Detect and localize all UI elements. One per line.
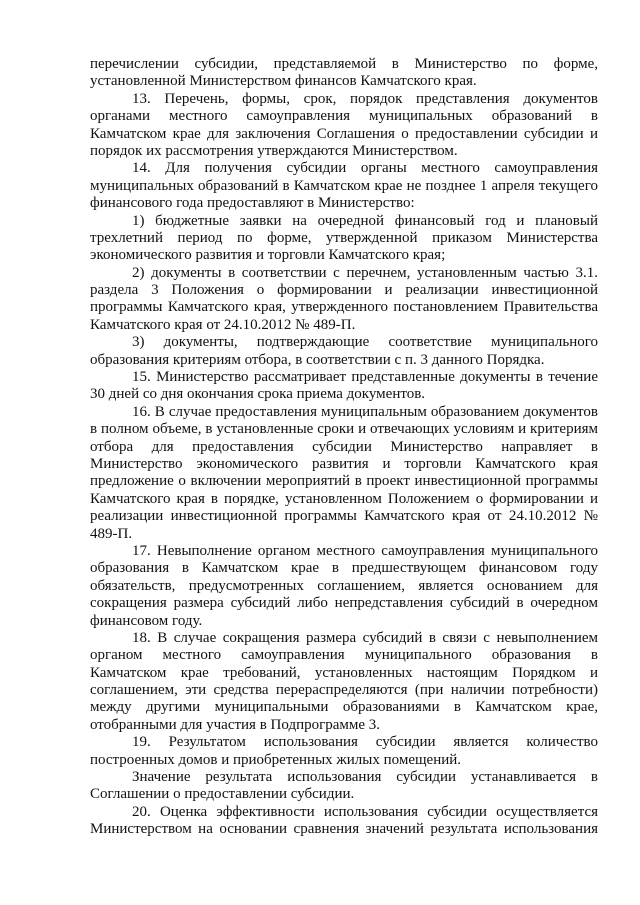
text-line: порядок их рассмотрения утверждаются Министерством. [90, 142, 458, 159]
paragraph-p14-2 [90, 265, 598, 335]
text-line: 1) бюджетные заявки на очередной финансовый год и плановый [132, 212, 598, 229]
text-line: обязательств, предусмотренных соглашением, является основанием для [90, 577, 598, 594]
text-line: образования в Камчатском крае в предшествующем финансовом году [90, 560, 598, 577]
paragraph-p14 [90, 160, 598, 212]
text-line: установленной Министерством финансов Камчатского края. [90, 73, 477, 90]
text-line: Камчатского края от 24.10.2012 № 489-П. [90, 316, 356, 333]
text-line: предложение о включении мероприятий в проект инвестиционной программы [90, 473, 598, 490]
paragraph-p19-2 [90, 769, 598, 804]
text-line: Министерством на основании сравнения значений результата использования [90, 821, 598, 838]
text-line: 18. В случае сокращения размера субсидий в связи с невыполнением [132, 629, 598, 646]
text-line: перечислении субсидии, представляемой в Министерство по форме, [90, 56, 598, 72]
paragraph-p17 [90, 543, 598, 630]
text-line: раздела 3 Положения о формировании и реализации инвестиционной [90, 282, 598, 299]
paragraph-p19 [90, 734, 598, 769]
text-line: 20. Оценка эффективности использования субсидии осуществляется [132, 803, 598, 820]
text-line: 13. Перечень, формы, срок, порядок представления документов [132, 90, 598, 107]
text-line: 489-П. [90, 525, 133, 542]
text-line: 19. Результатом использования субсидии является количество [132, 734, 598, 751]
paragraph-p20 [90, 804, 598, 839]
paragraph-p15 [90, 369, 598, 404]
text-line: экономического развития и торговли Камчатского края; [90, 247, 446, 264]
paragraph-p12-tail [90, 56, 598, 91]
text-line: 14. Для получения субсидии органы местного самоуправления [132, 160, 598, 177]
document-page [90, 56, 598, 839]
text-line: трехлетний период по форме, утвержденной приказом Министерства [90, 229, 598, 246]
text-line: в полном объеме, в установленные сроки и отвечающих условиям и критериям [90, 421, 598, 438]
text-line: отобранными для участия в Подпрограмме 3. [90, 716, 381, 733]
text-line: 2) документы в соответствии с перечнем, установленным частью 3.1. [132, 264, 598, 281]
text-line: 3) документы, подтверждающие соответствие муниципального [132, 334, 598, 351]
text-line: органами местного самоуправления муниципальных образований в [90, 108, 598, 125]
text-line: 17. Невыполнение органом местного самоуправления муниципального [132, 542, 598, 559]
text-line: отбора для предоставления субсидии Министерство направляет в [90, 438, 598, 455]
text-line: соглашением, эти средства перераспределяются (при наличии потребности) [90, 682, 598, 699]
text-line: программы Камчатского края, утвержденного постановлением Правительства [90, 299, 598, 316]
text-line: Значение результата использования субсидии устанавливается в [132, 769, 598, 786]
text-line: Камчатском крае для заключения Соглашения о предоставлении субсидии и [90, 125, 598, 142]
text-line: Камчатского края в порядке, установленном Положением о формировании и [90, 490, 598, 507]
text-line: построенных домов и приобретенных жилых помещений. [90, 751, 462, 768]
paragraph-p18 [90, 630, 598, 734]
text-line: финансовом году. [90, 612, 203, 629]
text-line: 15. Министерство рассматривает представленные документы в течение [132, 369, 598, 386]
paragraph-p13 [90, 91, 598, 161]
text-line: Камчатском крае требований, установленных настоящим Порядком и [90, 664, 598, 681]
text-line: 30 дней со дня окончания срока приема документов. [90, 386, 426, 403]
text-line: муниципальных образований в Камчатском крае не позднее 1 апреля текущего [90, 177, 598, 194]
paragraph-p16 [90, 404, 598, 543]
text-line: финансового года предоставляют в Министерство: [90, 195, 415, 212]
text-line: между другими муниципальными образованиями в Камчатском крае, [90, 699, 598, 716]
text-line: реализации инвестиционной программы Камчатского края от 24.10.2012 № [90, 508, 598, 525]
text-line: 16. В случае предоставления муниципальным образованием документов [132, 403, 598, 420]
text-line: органом местного самоуправления муниципального образования в [90, 647, 598, 664]
text-line: образования критериям отбора, в соответствии с п. 3 данного Порядка. [90, 351, 545, 368]
text-line: Министерство экономического развития и торговли Камчатского края [90, 455, 598, 472]
text-line: Соглашении о предоставлении субсидии. [90, 786, 355, 803]
paragraph-p14-3 [90, 334, 598, 369]
paragraph-p14-1 [90, 213, 598, 265]
text-line: сокращения размера субсидий либо непредставления субсидий в очередном [90, 595, 598, 612]
